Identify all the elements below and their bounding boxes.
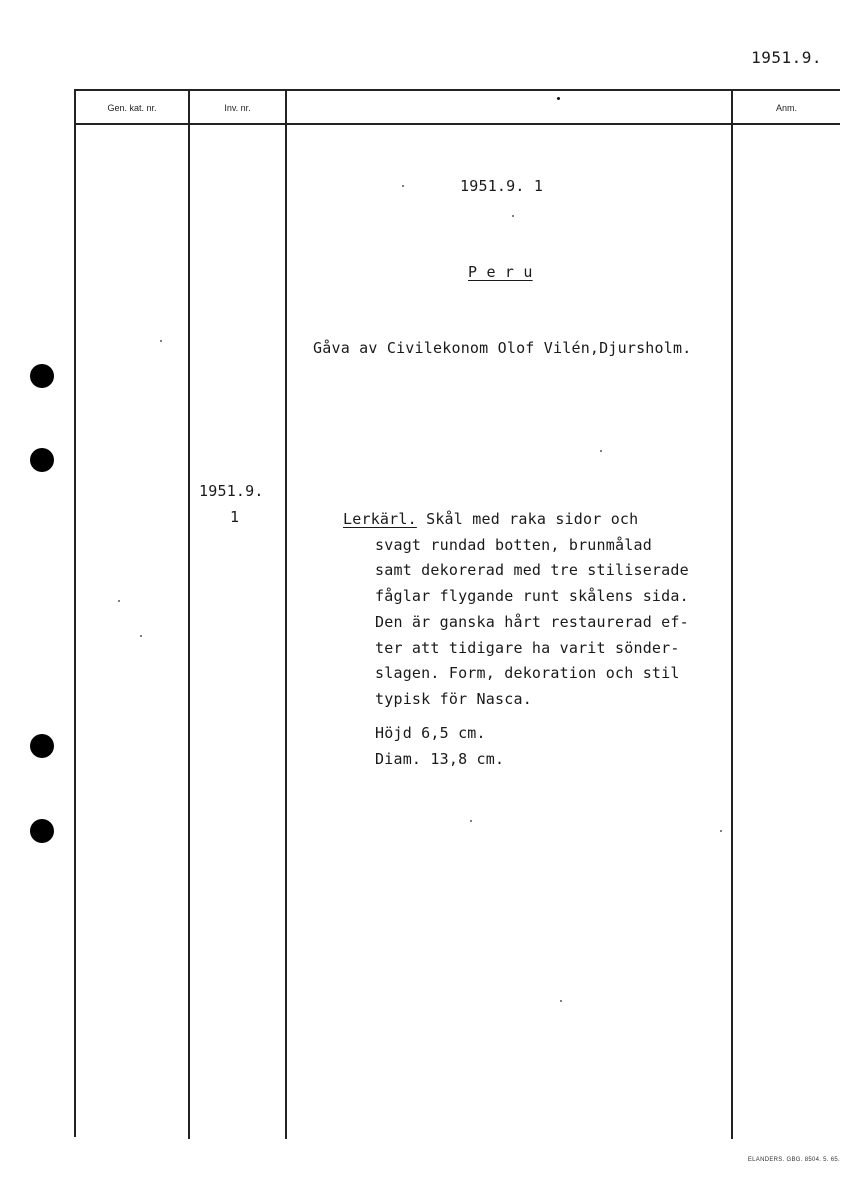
scan-speck — [160, 340, 162, 342]
column-divider — [74, 89, 76, 1137]
entry-heading-number: 1951.9. 1 — [460, 177, 544, 195]
column-divider — [285, 89, 287, 1139]
header-gen-kat-nr: Gen. kat. nr. — [107, 103, 157, 113]
description-line: fåglar flygande runt skålens sida. — [375, 587, 689, 605]
description-line: svagt rundad botten, brunmålad — [375, 536, 652, 554]
column-divider — [731, 89, 733, 1139]
inv-number-line1: 1951.9. — [199, 482, 264, 500]
description-line: slagen. Form, dekoration och stil — [375, 664, 680, 682]
inv-number-line2: 1 — [230, 508, 240, 526]
column-divider — [188, 89, 190, 1139]
scan-speck — [470, 820, 472, 822]
scan-speck — [720, 830, 722, 832]
punch-hole — [30, 448, 54, 472]
scan-speck — [140, 635, 142, 637]
punch-hole — [30, 819, 54, 843]
entry-country: P e r u — [468, 263, 533, 281]
description-line: typisk för Nasca. — [375, 690, 532, 708]
header-anm: Anm. — [775, 103, 797, 113]
header-inv-nr: Inv. nr. — [224, 103, 251, 113]
scan-speck — [402, 185, 404, 187]
description-line: Den är ganska hårt restaurerad ef- — [375, 613, 689, 631]
punch-hole — [30, 734, 54, 758]
scan-speck — [560, 1000, 562, 1002]
description-line: Skål med raka sidor och — [416, 510, 639, 528]
object-label: Lerkärl. — [343, 510, 417, 528]
description-first-line — [343, 510, 638, 528]
scan-speck — [600, 450, 602, 452]
height-measurement: Höjd 6,5 cm. — [375, 724, 486, 742]
description-line: ter att tidigare ha varit sönder- — [375, 639, 680, 657]
scan-speck — [512, 215, 514, 217]
page-number: 1951.9. — [751, 48, 822, 67]
diameter-measurement: Diam. 13,8 cm. — [375, 750, 505, 768]
punch-hole — [30, 364, 54, 388]
description-line: samt dekorerad med tre stiliserade — [375, 561, 689, 579]
entry-donor: Gåva av Civilekonom Olof Vilén,Djursholm. — [313, 339, 692, 357]
header-mark — [557, 97, 560, 100]
scan-speck — [118, 600, 120, 602]
printer-mark: ELANDERS. GBG. 8504. 5. 65. — [747, 1157, 840, 1163]
